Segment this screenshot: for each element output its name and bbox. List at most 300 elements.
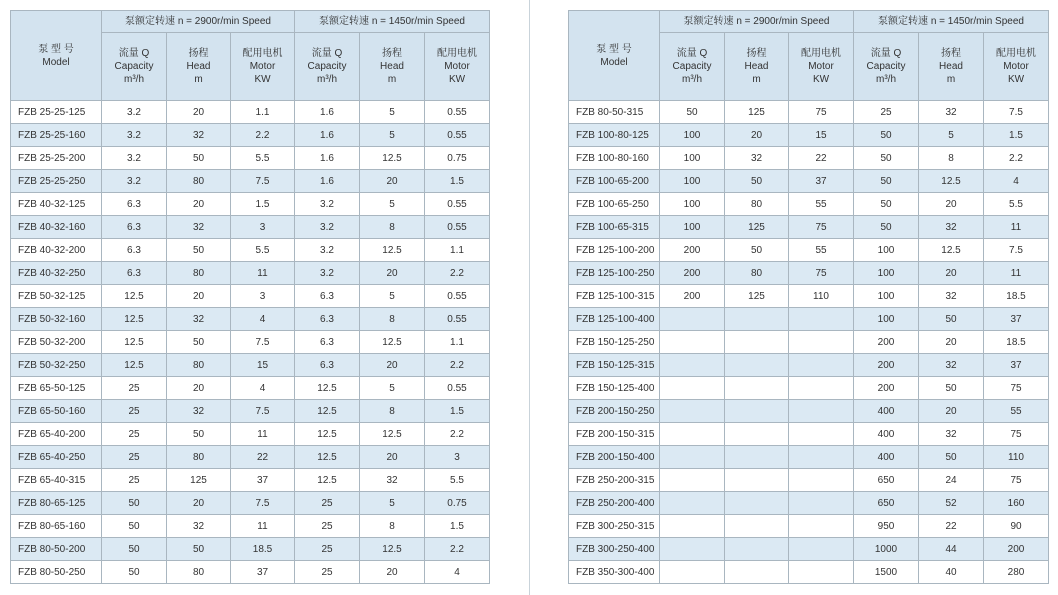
capacity-1450-cell: 400 — [854, 400, 919, 423]
motor-2900-cell: 11 — [231, 262, 295, 285]
model-cell: FZB 25-25-250 — [11, 170, 102, 193]
capacity-1450-cell: 3.2 — [295, 262, 360, 285]
motor-2900-cell — [789, 423, 854, 446]
head-1450-cell: 32 — [919, 354, 984, 377]
table-row — [569, 170, 1049, 193]
head-1450-cell: 32 — [919, 285, 984, 308]
head-2900-cell: 20 — [167, 377, 231, 400]
model-cell: FZB 50-32-250 — [11, 354, 102, 377]
model-cell: FZB 200-150-315 — [569, 423, 660, 446]
head-2900-cell: 20 — [167, 492, 231, 515]
model-cell: FZB 50-32-160 — [11, 308, 102, 331]
head-2900-cell: 20 — [167, 101, 231, 124]
head-2900-cell: 50 — [167, 239, 231, 262]
motor-1450-cell: 18.5 — [984, 331, 1049, 354]
head-2900-cell: 80 — [167, 262, 231, 285]
capacity-1450-cell: 200 — [854, 331, 919, 354]
head-1450-cell: 5 — [360, 124, 425, 147]
capacity-2900-cell: 200 — [660, 285, 725, 308]
capacity-2900-cell — [660, 561, 725, 584]
motor-1450-cell: 2.2 — [425, 423, 490, 446]
capacity-1450-cell: 100 — [854, 308, 919, 331]
model-cell: FZB 50-32-200 — [11, 331, 102, 354]
capacity-header: 流量 Q Capacity m³/h — [854, 33, 919, 101]
head-2900-cell: 20 — [725, 124, 789, 147]
table-row — [569, 216, 1049, 239]
motor-1450-cell: 5.5 — [425, 469, 490, 492]
table-row — [569, 377, 1049, 400]
capacity-1450-cell: 650 — [854, 469, 919, 492]
capacity-2900-cell: 100 — [660, 170, 725, 193]
head-2900-cell: 80 — [725, 193, 789, 216]
motor-2900-cell: 22 — [789, 147, 854, 170]
capacity-2900-cell: 3.2 — [102, 124, 167, 147]
head-2900-cell: 20 — [167, 193, 231, 216]
head-1450-cell: 5 — [360, 101, 425, 124]
head-1450-cell: 50 — [919, 308, 984, 331]
motor-1450-cell: 1.1 — [425, 331, 490, 354]
table-row — [569, 331, 1049, 354]
motor-1450-cell: 2.2 — [984, 147, 1049, 170]
head-2900-cell: 32 — [167, 515, 231, 538]
head-2900-cell: 50 — [167, 423, 231, 446]
model-cell: FZB 50-32-125 — [11, 285, 102, 308]
capacity-1450-cell: 6.3 — [295, 354, 360, 377]
table-row — [11, 101, 490, 124]
motor-2900-cell: 75 — [789, 262, 854, 285]
head-1450-cell: 32 — [919, 423, 984, 446]
capacity-1450-cell: 1.6 — [295, 147, 360, 170]
head-1450-cell: 40 — [919, 561, 984, 584]
table-row — [569, 101, 1049, 124]
motor-1450-cell: 0.55 — [425, 216, 490, 239]
capacity-1450-cell: 12.5 — [295, 469, 360, 492]
capacity-header: 流量 Q Capacity m³/h — [102, 33, 167, 101]
motor-1450-cell: 0.55 — [425, 101, 490, 124]
motor-1450-cell: 0.55 — [425, 308, 490, 331]
head-1450-cell: 50 — [919, 446, 984, 469]
speed-1450-header: 泵额定转速 n = 1450r/min Speed — [295, 11, 490, 33]
capacity-2900-cell: 100 — [660, 147, 725, 170]
head-2900-cell — [725, 400, 789, 423]
capacity-1450-cell: 12.5 — [295, 400, 360, 423]
capacity-1450-cell: 12.5 — [295, 446, 360, 469]
head-1450-cell: 44 — [919, 538, 984, 561]
head-2900-cell: 125 — [725, 285, 789, 308]
capacity-2900-cell: 200 — [660, 239, 725, 262]
capacity-2900-cell: 25 — [102, 446, 167, 469]
head-1450-cell: 12.5 — [360, 239, 425, 262]
capacity-1450-cell: 12.5 — [295, 423, 360, 446]
head-2900-cell — [725, 492, 789, 515]
table-row — [569, 469, 1049, 492]
motor-1450-cell: 90 — [984, 515, 1049, 538]
capacity-2900-cell: 200 — [660, 262, 725, 285]
table-row — [569, 239, 1049, 262]
model-cell: FZB 100-80-160 — [569, 147, 660, 170]
motor-1450-cell: 75 — [984, 469, 1049, 492]
head-1450-cell: 12.5 — [360, 147, 425, 170]
model-cell: FZB 40-32-160 — [11, 216, 102, 239]
head-2900-cell — [725, 423, 789, 446]
head-2900-cell — [725, 308, 789, 331]
capacity-1450-cell: 6.3 — [295, 331, 360, 354]
head-1450-cell: 20 — [919, 400, 984, 423]
model-cell: FZB 25-25-160 — [11, 124, 102, 147]
pump-spec-table-left — [10, 10, 490, 584]
motor-1450-cell: 37 — [984, 308, 1049, 331]
head-2900-cell: 50 — [167, 538, 231, 561]
table-row — [569, 354, 1049, 377]
motor-header: 配用电机 Motor KW — [425, 33, 490, 101]
motor-2900-cell: 7.5 — [231, 331, 295, 354]
table-row — [11, 515, 490, 538]
capacity-2900-cell — [660, 446, 725, 469]
model-cell: FZB 80-50-200 — [11, 538, 102, 561]
table-row — [11, 124, 490, 147]
model-cell: FZB 100-80-125 — [569, 124, 660, 147]
capacity-1450-cell: 50 — [854, 193, 919, 216]
motor-1450-cell: 110 — [984, 446, 1049, 469]
capacity-2900-cell: 50 — [102, 561, 167, 584]
head-1450-cell: 8 — [360, 308, 425, 331]
motor-2900-cell — [789, 331, 854, 354]
table-row — [569, 285, 1049, 308]
table-row — [11, 239, 490, 262]
capacity-2900-cell: 3.2 — [102, 147, 167, 170]
motor-1450-cell: 7.5 — [984, 239, 1049, 262]
motor-1450-cell: 200 — [984, 538, 1049, 561]
motor-2900-cell: 11 — [231, 515, 295, 538]
motor-header: 配用电机 Motor KW — [231, 33, 295, 101]
pump-spec-table-right — [568, 10, 1049, 584]
capacity-1450-cell: 200 — [854, 354, 919, 377]
capacity-2900-cell — [660, 377, 725, 400]
capacity-1450-cell: 50 — [854, 124, 919, 147]
motor-1450-cell: 0.55 — [425, 285, 490, 308]
head-1450-cell: 5 — [360, 285, 425, 308]
motor-2900-cell: 15 — [231, 354, 295, 377]
head-1450-cell: 20 — [360, 561, 425, 584]
capacity-2900-cell — [660, 423, 725, 446]
motor-1450-cell: 2.2 — [425, 538, 490, 561]
capacity-2900-cell: 12.5 — [102, 354, 167, 377]
model-cell: FZB 80-50-315 — [569, 101, 660, 124]
head-1450-cell: 12.5 — [919, 170, 984, 193]
capacity-1450-cell: 100 — [854, 285, 919, 308]
capacity-1450-cell: 950 — [854, 515, 919, 538]
capacity-1450-cell: 100 — [854, 262, 919, 285]
motor-1450-cell: 55 — [984, 400, 1049, 423]
table-row — [11, 492, 490, 515]
model-cell: FZB 40-32-250 — [11, 262, 102, 285]
head-2900-cell: 50 — [725, 170, 789, 193]
motor-2900-cell: 110 — [789, 285, 854, 308]
motor-1450-cell: 7.5 — [984, 101, 1049, 124]
capacity-2900-cell: 50 — [102, 515, 167, 538]
capacity-2900-cell — [660, 469, 725, 492]
capacity-1450-cell: 1.6 — [295, 101, 360, 124]
capacity-1450-cell: 25 — [854, 101, 919, 124]
motor-2900-cell — [789, 308, 854, 331]
table-row — [569, 492, 1049, 515]
capacity-1450-cell: 400 — [854, 446, 919, 469]
model-header: 泵 型 号 Model — [569, 11, 660, 101]
page-divider — [529, 0, 530, 595]
model-cell: FZB 25-25-200 — [11, 147, 102, 170]
capacity-1450-cell: 50 — [854, 147, 919, 170]
table-row — [11, 331, 490, 354]
motor-2900-cell: 2.2 — [231, 124, 295, 147]
motor-1450-cell: 0.55 — [425, 193, 490, 216]
table-row — [569, 538, 1049, 561]
motor-1450-cell: 2.2 — [425, 354, 490, 377]
head-1450-cell: 50 — [919, 377, 984, 400]
head-1450-cell: 20 — [360, 170, 425, 193]
table-row — [11, 423, 490, 446]
head-2900-cell — [725, 377, 789, 400]
table-row — [11, 216, 490, 239]
motor-1450-cell: 11 — [984, 262, 1049, 285]
capacity-2900-cell — [660, 308, 725, 331]
capacity-header: 流量 Q Capacity m³/h — [660, 33, 725, 101]
head-1450-cell: 32 — [919, 101, 984, 124]
model-cell: FZB 150-125-250 — [569, 331, 660, 354]
capacity-2900-cell: 100 — [660, 124, 725, 147]
capacity-2900-cell — [660, 538, 725, 561]
head-2900-cell: 20 — [167, 285, 231, 308]
model-cell: FZB 65-50-125 — [11, 377, 102, 400]
capacity-2900-cell: 12.5 — [102, 308, 167, 331]
motor-2900-cell: 55 — [789, 193, 854, 216]
model-cell: FZB 150-125-400 — [569, 377, 660, 400]
motor-2900-cell: 4 — [231, 308, 295, 331]
table-row — [11, 400, 490, 423]
head-1450-cell: 8 — [360, 216, 425, 239]
model-cell: FZB 100-65-250 — [569, 193, 660, 216]
motor-2900-cell: 75 — [789, 101, 854, 124]
head-1450-cell: 32 — [919, 216, 984, 239]
motor-2900-cell: 75 — [789, 216, 854, 239]
head-1450-cell: 8 — [360, 400, 425, 423]
motor-2900-cell: 37 — [231, 469, 295, 492]
motor-1450-cell: 37 — [984, 354, 1049, 377]
capacity-2900-cell: 100 — [660, 216, 725, 239]
model-cell: FZB 125-100-315 — [569, 285, 660, 308]
model-cell: FZB 350-300-400 — [569, 561, 660, 584]
motor-1450-cell: 2.2 — [425, 262, 490, 285]
speed-2900-header: 泵额定转速 n = 2900r/min Speed — [660, 11, 854, 33]
head-1450-cell: 20 — [360, 262, 425, 285]
motor-1450-cell: 75 — [984, 423, 1049, 446]
motor-2900-cell — [789, 469, 854, 492]
head-2900-cell: 32 — [725, 147, 789, 170]
motor-1450-cell: 0.55 — [425, 377, 490, 400]
capacity-2900-cell — [660, 492, 725, 515]
head-2900-cell: 125 — [167, 469, 231, 492]
model-cell: FZB 25-25-125 — [11, 101, 102, 124]
model-cell: FZB 125-100-400 — [569, 308, 660, 331]
head-2900-cell: 32 — [167, 216, 231, 239]
head-2900-cell: 50 — [167, 147, 231, 170]
head-2900-cell — [725, 469, 789, 492]
head-header: 扬程 Head m — [725, 33, 789, 101]
head-1450-cell: 8 — [360, 515, 425, 538]
motor-2900-cell — [789, 492, 854, 515]
motor-2900-cell: 4 — [231, 377, 295, 400]
capacity-2900-cell: 25 — [102, 377, 167, 400]
motor-1450-cell: 1.5 — [425, 515, 490, 538]
capacity-1450-cell: 12.5 — [295, 377, 360, 400]
model-cell: FZB 80-65-125 — [11, 492, 102, 515]
model-cell: FZB 300-250-400 — [569, 538, 660, 561]
head-1450-cell: 20 — [919, 331, 984, 354]
model-cell: FZB 40-32-125 — [11, 193, 102, 216]
capacity-2900-cell — [660, 400, 725, 423]
table-row — [11, 262, 490, 285]
head-2900-cell: 125 — [725, 216, 789, 239]
motor-1450-cell: 0.55 — [425, 124, 490, 147]
motor-1450-cell: 1.5 — [425, 400, 490, 423]
head-1450-cell: 20 — [360, 354, 425, 377]
motor-1450-cell: 1.5 — [425, 170, 490, 193]
motor-1450-cell: 1.5 — [984, 124, 1049, 147]
motor-2900-cell: 18.5 — [231, 538, 295, 561]
motor-2900-cell — [789, 515, 854, 538]
motor-1450-cell: 18.5 — [984, 285, 1049, 308]
model-cell: FZB 300-250-315 — [569, 515, 660, 538]
capacity-1450-cell: 25 — [295, 492, 360, 515]
table-row — [11, 147, 490, 170]
capacity-1450-cell: 6.3 — [295, 308, 360, 331]
capacity-2900-cell: 25 — [102, 423, 167, 446]
capacity-2900-cell — [660, 515, 725, 538]
head-1450-cell: 20 — [919, 262, 984, 285]
model-cell: FZB 150-125-315 — [569, 354, 660, 377]
head-1450-cell: 8 — [919, 147, 984, 170]
capacity-2900-cell: 25 — [102, 469, 167, 492]
table-row — [11, 354, 490, 377]
head-1450-cell: 24 — [919, 469, 984, 492]
head-2900-cell — [725, 354, 789, 377]
speed-1450-header: 泵额定转速 n = 1450r/min Speed — [854, 11, 1049, 33]
head-1450-cell: 5 — [360, 193, 425, 216]
motor-2900-cell: 1.1 — [231, 101, 295, 124]
table-row — [11, 538, 490, 561]
model-cell: FZB 200-150-250 — [569, 400, 660, 423]
capacity-2900-cell: 50 — [102, 538, 167, 561]
motor-1450-cell: 0.75 — [425, 492, 490, 515]
head-2900-cell — [725, 331, 789, 354]
capacity-2900-cell: 12.5 — [102, 285, 167, 308]
table-row — [569, 124, 1049, 147]
capacity-2900-cell: 50 — [660, 101, 725, 124]
table-row — [569, 423, 1049, 446]
capacity-2900-cell: 25 — [102, 400, 167, 423]
table-row — [569, 515, 1049, 538]
table-row — [569, 147, 1049, 170]
capacity-1450-cell: 25 — [295, 515, 360, 538]
capacity-1450-cell: 3.2 — [295, 193, 360, 216]
model-header: 泵 型 号 Model — [11, 11, 102, 101]
capacity-2900-cell: 3.2 — [102, 101, 167, 124]
capacity-1450-cell: 100 — [854, 239, 919, 262]
capacity-2900-cell: 3.2 — [102, 170, 167, 193]
capacity-1450-cell: 1.6 — [295, 170, 360, 193]
capacity-1450-cell: 650 — [854, 492, 919, 515]
model-cell: FZB 65-40-200 — [11, 423, 102, 446]
head-1450-cell: 32 — [360, 469, 425, 492]
head-2900-cell — [725, 561, 789, 584]
motor-1450-cell: 75 — [984, 377, 1049, 400]
motor-2900-cell: 1.5 — [231, 193, 295, 216]
head-2900-cell — [725, 446, 789, 469]
capacity-1450-cell: 6.3 — [295, 285, 360, 308]
model-cell: FZB 65-40-315 — [11, 469, 102, 492]
head-1450-cell: 12.5 — [360, 331, 425, 354]
motor-1450-cell: 280 — [984, 561, 1049, 584]
table-row — [11, 193, 490, 216]
motor-1450-cell: 11 — [984, 216, 1049, 239]
capacity-2900-cell: 50 — [102, 492, 167, 515]
head-header: 扬程 Head m — [167, 33, 231, 101]
model-cell: FZB 80-50-250 — [11, 561, 102, 584]
motor-2900-cell: 11 — [231, 423, 295, 446]
table-row — [11, 446, 490, 469]
capacity-2900-cell: 12.5 — [102, 331, 167, 354]
table-row — [569, 262, 1049, 285]
head-2900-cell: 80 — [167, 170, 231, 193]
model-cell: FZB 200-150-400 — [569, 446, 660, 469]
motor-2900-cell — [789, 400, 854, 423]
table-row — [11, 170, 490, 193]
head-2900-cell — [725, 515, 789, 538]
capacity-2900-cell: 6.3 — [102, 239, 167, 262]
head-1450-cell: 20 — [360, 446, 425, 469]
motor-2900-cell: 3 — [231, 285, 295, 308]
capacity-1450-cell: 25 — [295, 561, 360, 584]
motor-1450-cell: 1.1 — [425, 239, 490, 262]
capacity-1450-cell: 1000 — [854, 538, 919, 561]
head-2900-cell: 32 — [167, 400, 231, 423]
head-header: 扬程 Head m — [360, 33, 425, 101]
motor-1450-cell: 4 — [425, 561, 490, 584]
model-cell: FZB 125-100-200 — [569, 239, 660, 262]
motor-2900-cell: 37 — [231, 561, 295, 584]
capacity-1450-cell: 1500 — [854, 561, 919, 584]
head-2900-cell: 50 — [725, 239, 789, 262]
head-1450-cell: 52 — [919, 492, 984, 515]
motor-2900-cell: 5.5 — [231, 239, 295, 262]
capacity-1450-cell: 200 — [854, 377, 919, 400]
motor-2900-cell: 7.5 — [231, 400, 295, 423]
capacity-2900-cell: 6.3 — [102, 262, 167, 285]
capacity-2900-cell: 6.3 — [102, 216, 167, 239]
head-1450-cell: 20 — [919, 193, 984, 216]
table-row — [569, 400, 1049, 423]
head-2900-cell: 80 — [167, 446, 231, 469]
head-1450-cell: 22 — [919, 515, 984, 538]
motor-1450-cell: 4 — [984, 170, 1049, 193]
motor-1450-cell: 160 — [984, 492, 1049, 515]
head-2900-cell: 125 — [725, 101, 789, 124]
capacity-1450-cell: 50 — [854, 216, 919, 239]
table-row — [569, 308, 1049, 331]
head-1450-cell: 12.5 — [360, 423, 425, 446]
table-row — [569, 193, 1049, 216]
motor-2900-cell — [789, 446, 854, 469]
table-row — [11, 469, 490, 492]
